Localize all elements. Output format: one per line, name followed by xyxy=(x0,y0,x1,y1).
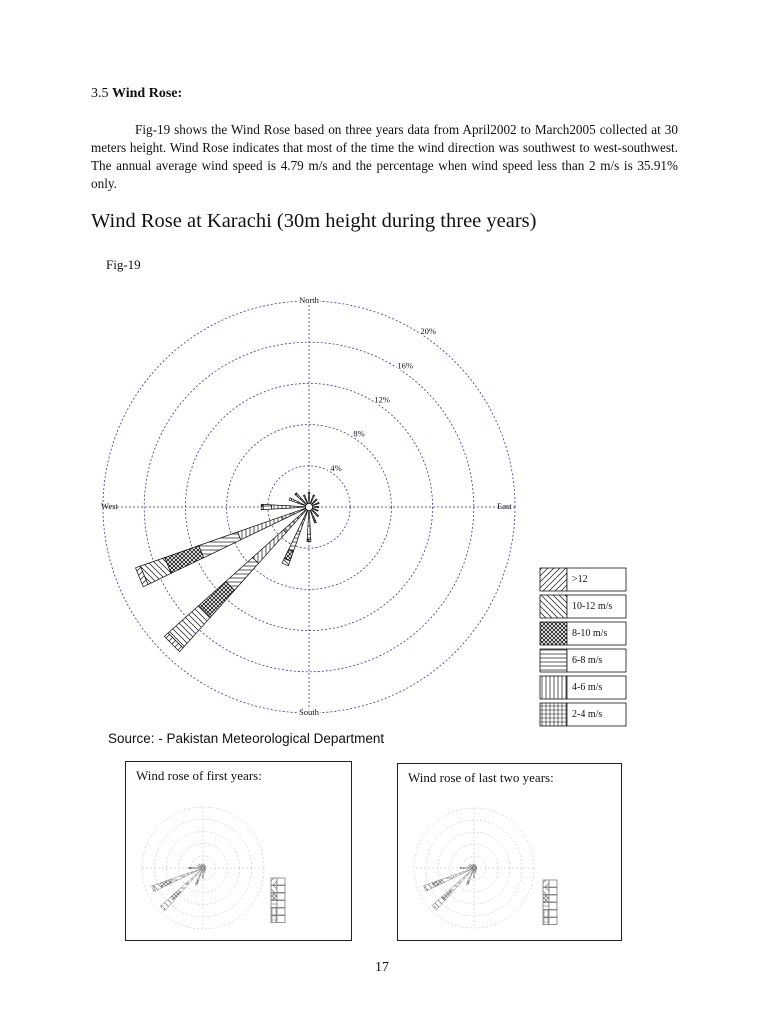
wind-petal-segment xyxy=(314,521,317,524)
legend-swatch xyxy=(543,888,549,895)
wind-petal-segment xyxy=(309,497,310,503)
wind-petal-segment xyxy=(470,864,471,865)
wind-petal-segment xyxy=(463,867,468,868)
wind-petal-segment xyxy=(289,498,292,501)
wind-petal-segment xyxy=(253,530,286,563)
legend-label: 4-6 m/s xyxy=(572,681,603,693)
calm-center xyxy=(473,867,475,869)
legend-swatch xyxy=(540,676,567,699)
wind-petal-segment xyxy=(308,493,310,497)
wind-petal-segment xyxy=(199,864,200,865)
legend-label-box xyxy=(277,908,285,915)
legend-swatch xyxy=(271,878,277,885)
thumbnail-first-years xyxy=(125,761,352,941)
legend-label-box xyxy=(549,910,557,917)
wind-petal-segment xyxy=(468,865,469,866)
wind-petal-segment xyxy=(313,507,316,508)
section-title: Wind Rose: xyxy=(112,86,183,101)
figure-title: Wind Rose at Karachi (30m height during three years) xyxy=(91,210,537,232)
wind-petal-segment xyxy=(290,506,305,508)
legend-swatch xyxy=(543,910,549,917)
wind-petal-segment xyxy=(476,870,477,871)
wind-petal-segment xyxy=(458,875,468,885)
thumbnail-wind-rose xyxy=(398,764,621,940)
section-number: 3.5 xyxy=(91,86,109,101)
wind-petal-segment xyxy=(475,872,476,873)
wind-petal-segment xyxy=(160,879,172,887)
wind-petal-segment xyxy=(170,875,183,883)
legend-swatch xyxy=(271,886,277,893)
wind-petal-segment xyxy=(317,510,318,511)
compass-label-north: North xyxy=(299,294,319,305)
ring-label: 12% xyxy=(374,394,390,405)
thumbnail-title: Wind rose of last two years: xyxy=(408,770,554,785)
legend-label-box xyxy=(277,878,285,885)
thumbnail-title: Wind rose of first years: xyxy=(136,768,262,783)
wind-petal-segment xyxy=(461,867,463,868)
legend-swatch xyxy=(540,649,567,672)
wind-petal-segment xyxy=(205,870,206,871)
wind-petal-segment xyxy=(205,866,206,867)
legend-swatch xyxy=(543,918,549,925)
wind-petal-segment xyxy=(195,883,197,885)
wind-petal-segment xyxy=(200,872,202,876)
legend-swatch xyxy=(540,622,567,645)
body-paragraph: Fig-19 shows the Wind Rose based on three years data from April2002 to March2005 collected at 30 meters height. Wind Rose indicates that most of the time the wind direction was southwest to west-southwest. The annual average wind speed is 4.79 m/s and the percentage when wind speed less than 2 m/s is 35.91% only. xyxy=(91,122,678,191)
legend-swatch xyxy=(271,916,277,923)
ring-label: 4% xyxy=(330,462,342,473)
legend-label-box xyxy=(277,886,285,893)
wind-petal-segment xyxy=(165,546,204,574)
wind-petal-segment xyxy=(261,504,263,509)
wind-petal-segment xyxy=(226,558,259,591)
legend-swatch xyxy=(543,903,549,910)
legend-label: 6-8 m/s xyxy=(572,654,603,666)
wind-petal-segment xyxy=(471,872,473,876)
legend-label: 10-12 m/s xyxy=(572,600,613,612)
thumb-legend xyxy=(271,878,285,923)
wind-petal-segment xyxy=(203,869,204,874)
wind-petal-segment xyxy=(442,875,454,883)
wind-petal-segment xyxy=(203,874,204,877)
compass-label-west: West xyxy=(101,500,118,511)
legend-label: 2-4 m/s xyxy=(572,708,603,720)
legend-swatch xyxy=(540,595,567,618)
wind-petal-segment xyxy=(318,507,319,508)
wind-petal-segment xyxy=(197,875,200,881)
legend-label-box xyxy=(277,916,285,923)
wind-petal-segment xyxy=(189,867,190,869)
wind-petal-segment xyxy=(474,869,475,874)
wind-petal-segment xyxy=(202,878,203,879)
wind-petal-segment xyxy=(197,865,198,866)
thumbnail-last-two-years xyxy=(397,763,622,941)
wind-petal-segment xyxy=(307,539,311,541)
figure-label: Fig-19 xyxy=(106,257,141,272)
ring-label: 20% xyxy=(420,326,436,337)
wind-petal-segment xyxy=(186,875,196,885)
wind-petal-segment xyxy=(291,499,298,503)
figure-source: Source: - Pakistan Meteorological Department xyxy=(108,731,385,746)
wind-petal-segment xyxy=(199,532,241,558)
wind-petal-segment xyxy=(178,883,188,893)
wind-petal-segment xyxy=(313,495,315,497)
legend-swatch xyxy=(271,893,277,900)
wind-petal-segment xyxy=(468,875,471,881)
wind-petal-segment xyxy=(192,867,198,868)
legend-swatch xyxy=(271,908,277,915)
ring-label: 16% xyxy=(397,360,413,371)
ring-label: 8% xyxy=(353,428,365,439)
legend-label: 8-10 m/s xyxy=(572,627,608,639)
wind-petal-segment xyxy=(303,495,305,497)
legend-label-box xyxy=(549,880,557,887)
legend-swatch xyxy=(543,895,549,902)
wind-petal-segment xyxy=(316,499,318,501)
wind-petal-segment xyxy=(308,526,311,534)
legend-swatch xyxy=(271,901,277,908)
compass-label-east: East xyxy=(497,500,512,511)
wind-petal-segment xyxy=(473,877,474,878)
legend-label-box xyxy=(549,918,557,925)
wind-petal-segment xyxy=(308,492,310,493)
calm-center xyxy=(202,867,204,869)
wind-petal-segment xyxy=(318,502,319,504)
legend-label-box xyxy=(277,893,285,900)
calm-center xyxy=(305,503,312,510)
legend-swatch xyxy=(540,703,567,726)
legend-label-box xyxy=(277,901,285,908)
wind-petal-segment xyxy=(307,534,311,539)
wind-petal-segment xyxy=(197,868,202,869)
wind-petal-segment xyxy=(298,520,305,532)
wind-petal-segment xyxy=(263,504,271,509)
wind-petal-segment xyxy=(474,874,475,876)
wind-petal-segment xyxy=(308,511,310,526)
thumbnail-wind-rose xyxy=(126,762,351,940)
wind-petal-segment xyxy=(466,883,468,885)
wind-petal-segment xyxy=(317,515,319,517)
wind-petal-segment xyxy=(205,872,206,873)
thumb-legend xyxy=(543,880,557,925)
legend-label: >12 xyxy=(572,573,588,585)
legend-swatch xyxy=(540,568,567,591)
compass-label-south: South xyxy=(299,706,319,717)
wind-petal-segment xyxy=(189,867,192,869)
wind-petal-segment xyxy=(469,868,474,869)
legend-swatch xyxy=(543,880,549,887)
legend-label-box xyxy=(549,888,557,895)
wind-petal-segment xyxy=(460,867,461,869)
legend-label-box xyxy=(549,903,557,910)
page-number: 17 xyxy=(375,960,389,975)
legend-label-box xyxy=(549,895,557,902)
wind-petal-segment xyxy=(432,879,443,887)
wind-petal-segment xyxy=(272,505,291,509)
wind-petal-segment xyxy=(289,531,301,552)
